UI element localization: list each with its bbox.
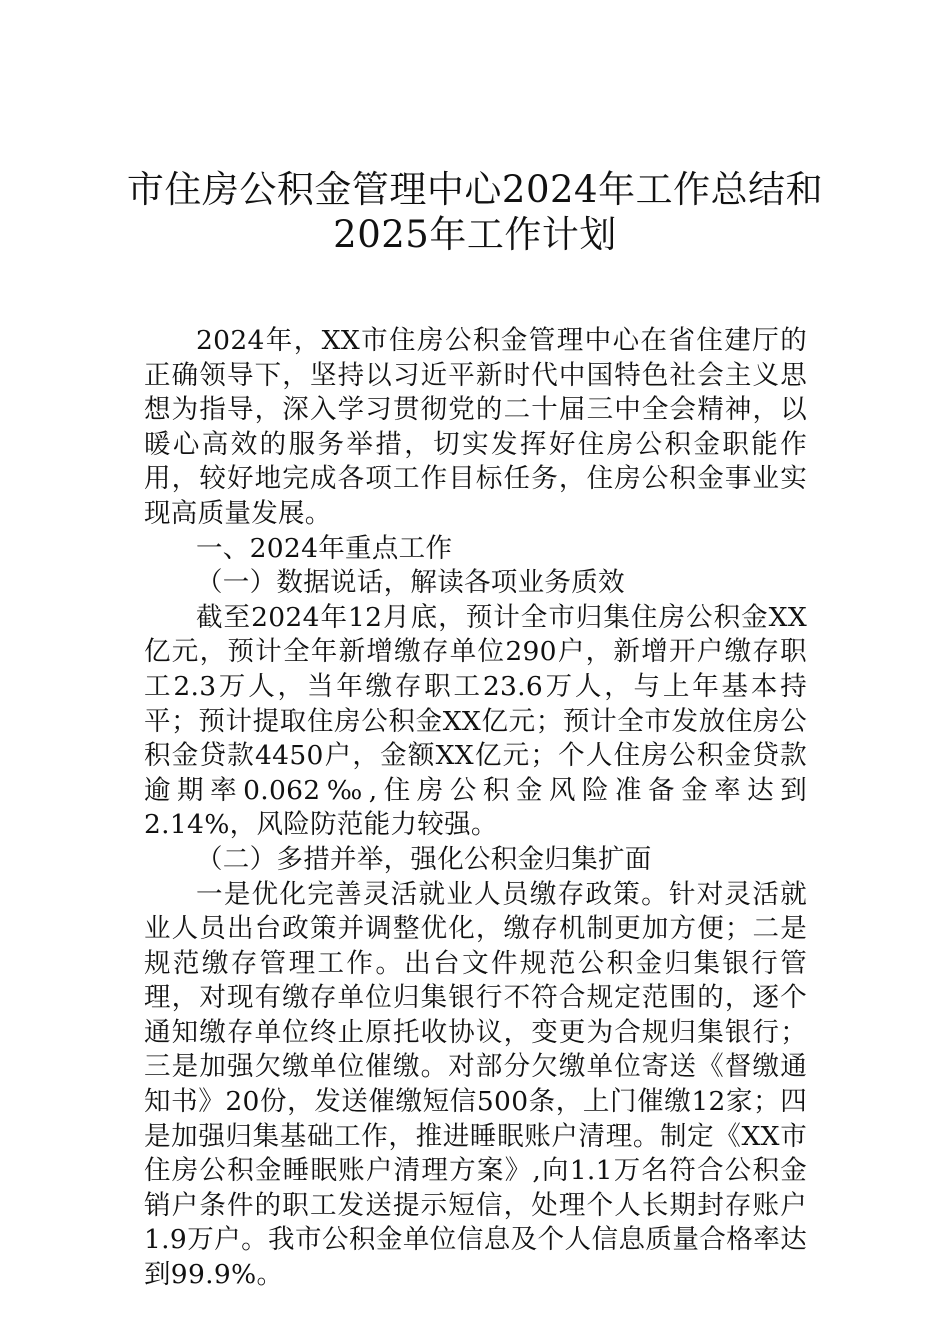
document-title-line-2: 2025年工作计划 <box>333 213 617 256</box>
measures-paragraph: 一是优化完善灵活就业人员缴存政策。针对灵活就业人员出台政策并调整优化，缴存机制更加方便；二是规范缴存管理工作。出台文件规范公积金归集银行管理，对现有缴存单位归集银行不符合规定范围的，逐个通知缴存单位终止原托收协议，变更为合规归集银行；三是加强欠缴单位催缴。对部分欠缴单位寄送《督缴通知书》20份，发送催缴短信500条，上门催缴12家；四是加强归集基础工作，推进睡眠账户清理。制定《XX市住房公积金睡眠账户清理方案》,向1.1万名符合公积金销户条件的职工发送提示短信，处理个人长期封存账户1.9万户。我市公积金单位信息及个人信息质量合格率达到99.9%。 <box>144 878 807 1291</box>
subsection-heading-1: （一）数据说话，解读各项业务质效 <box>196 567 625 599</box>
subsection-heading-2: （二）多措并举，强化公积金归集扩面 <box>196 843 652 875</box>
data-summary-paragraph: 截至2024年12月底，预计全市归集住房公积金XX亿元，预计全年新增缴存单位290户，新增开户缴存职工2.3万人，当年缴存职工23.6万人，与上年基本持平；预计提取住房公积金XX亿元；预计全市发放住房公积金贷款4450户，金额XX亿元；个人住房公积金贷款逾期率0.062‰,住房公积金风险准备金率达到2.14%，风险防范能力较强。 <box>144 601 807 841</box>
intro-paragraph: 2024年，XX市住房公积金管理中心在省住建厅的正确领导下，坚持以习近平新时代中国特色社会主义思想为指导，深入学习贯彻党的二十届三中全会精神，以暖心高效的服务举措，切实发挥好住房公积金职能作用，较好地完成各项工作目标任务，住房公积金事业实现高质量发展。 <box>144 325 807 529</box>
document-title-line-1: 市住房公积金管理中心2024年工作总结和 <box>126 168 824 211</box>
document-body <box>144 324 807 1293</box>
section-heading-1: 一、2024年重点工作 <box>196 532 453 564</box>
